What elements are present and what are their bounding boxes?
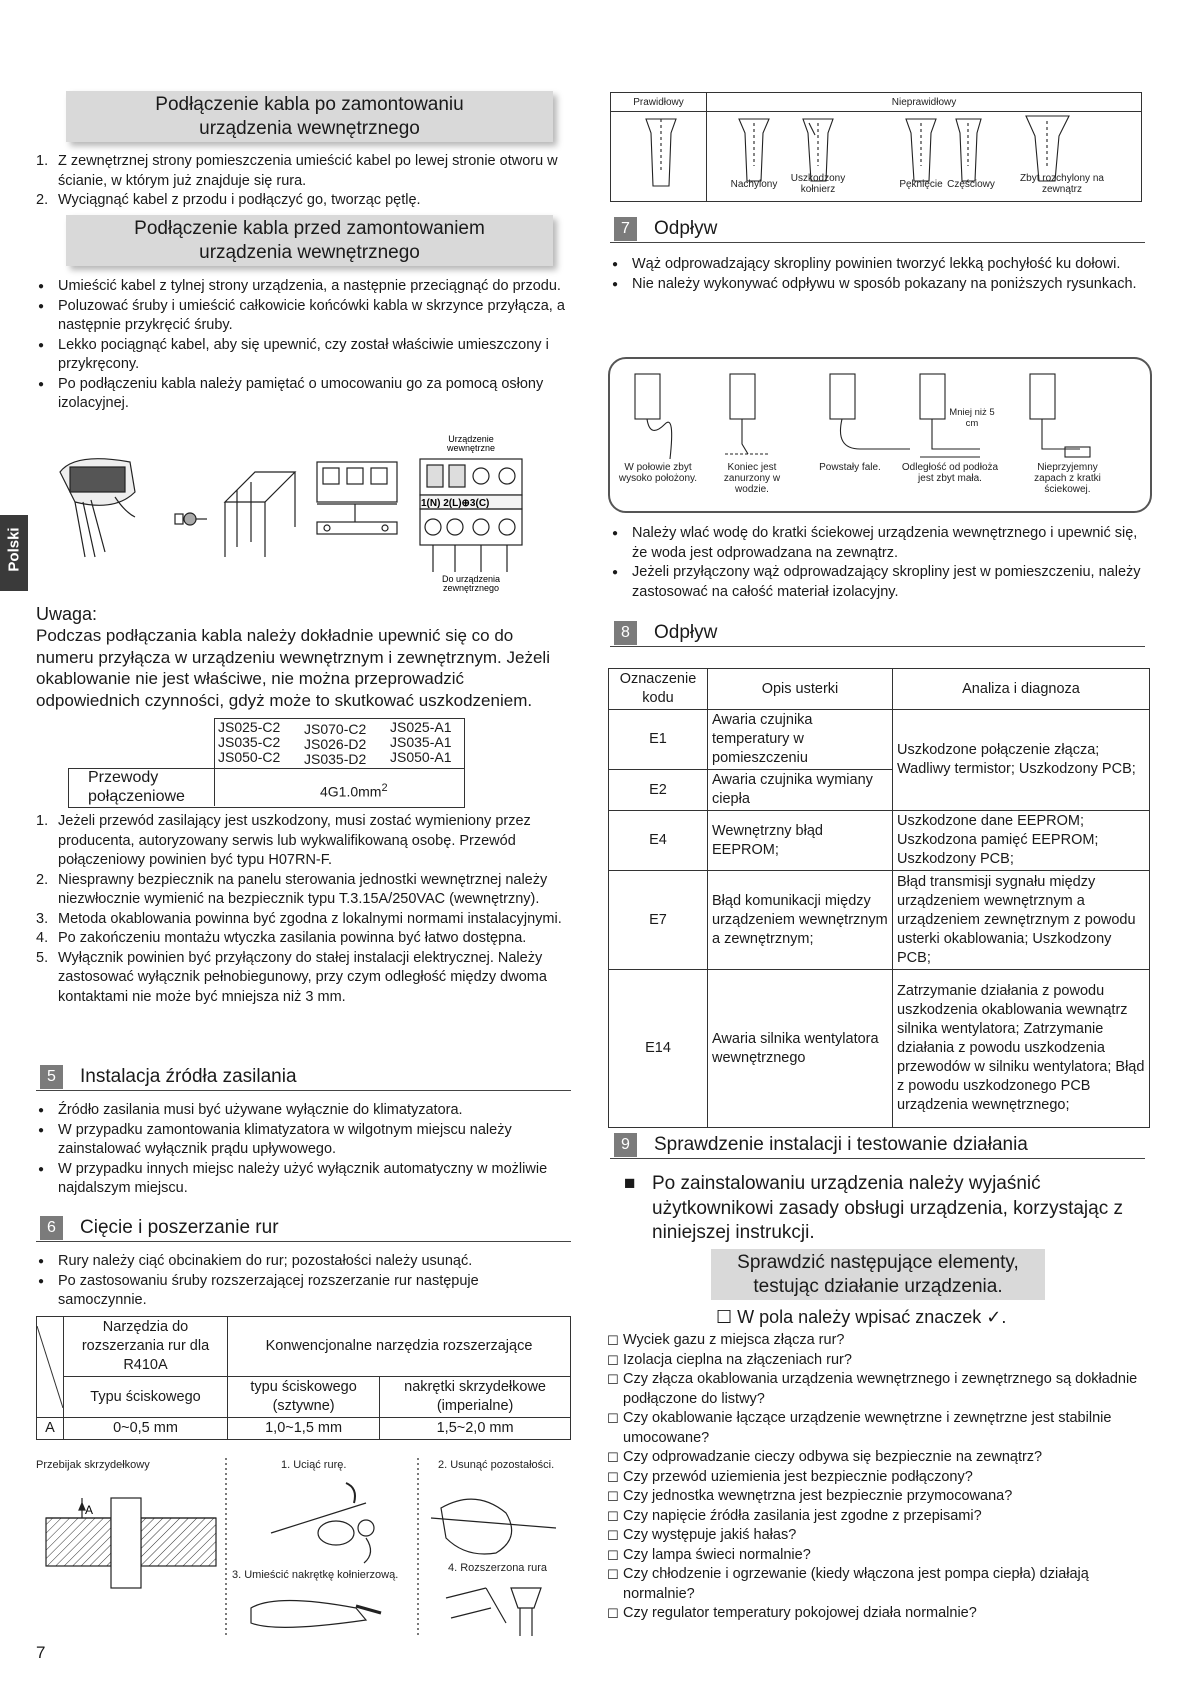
power-source-notes (36, 1101, 571, 1199)
list-item: ● Nie należy wykonywać odpływu w sposób pokazany na poniższych rysunkach. (610, 275, 1150, 295)
language-tab (0, 515, 28, 591)
flare-sub-rigid: typu ściskowego (sztywne) (228, 1377, 380, 1418)
note-text: Podczas podłączania kabla należy dokładnie upewnić się co do numeru przyłącza w urządzeniu wewnętrznym i zewnętrznym. Jeżeli okablowanie nie jest właściwe, nie można przeprowadzić odpowiednich czynności, gdyż może to skutkować uszkodzeniem. (36, 626, 550, 710)
terminal-labels: 1(N) 2(L)⊕3(C) (421, 498, 490, 509)
table-row: E7 Błąd komunikacji między urządzeniem wewnętrznym a zewnętrznym; Błąd transmisji sygnału między urządzeniem wewnętrznym a urządzeniem zewnętrznym z powodu usterki okablowania; Uszkodzony PCB; (609, 871, 1150, 970)
list-item: 1. Jeżeli przewód zasilający jest uszkodzony, musi zostać wymieniony przez producenta, autoryzowany serwis lub wykwalifikowaną osobę. Przewód połączeniowy powinien być typu H07RN-F. (36, 813, 531, 868)
wiring-illustration (55, 432, 575, 602)
flare-bad-1: Nachylony (730, 179, 778, 190)
list-item: 4. Po zakończeniu montażu wtyczka zasilania powinna być łatwo dostępna. (36, 930, 527, 946)
list-item: ● W przypadku zamontowania klimatyzatora w wilgotnym miejscu należy zainstalować wyłącznik prądu upływowego. (36, 1121, 571, 1160)
list-item: ● Umieścić kabel z tylnej strony urządzenia, a następnie przeciągnąć do przodu. (36, 277, 571, 297)
checklist-item[interactable]: ☐ Czy chłodzenie i ogrzewanie (kiedy włączona jest pompa ciepła) działają normalnie? (607, 1565, 1152, 1604)
drain-notes-a (610, 255, 1150, 294)
checklist-item[interactable]: ☐ Czy regulator temperatury pokojowej działa normalnie? (607, 1604, 1152, 1624)
caption-remove-burrs: 2. Usunąć pozostałości. (438, 1459, 555, 1471)
checklist-item[interactable]: ☐ Czy przewód uziemienia jest bezpiecznie podłączony? (607, 1468, 1152, 1488)
label-correct: Prawidłowy (633, 97, 684, 108)
flare-bad-5: Zbyt rozchylony na zewnątrz (1020, 173, 1104, 195)
drain-note: Mniej niż 5 cm (949, 407, 995, 429)
drain-figure (608, 357, 1152, 513)
cable-table (68, 718, 463, 806)
error-table (608, 668, 1150, 1128)
checklist-item[interactable]: ☐ Czy jednostka wewnętrzna jest bezpiecznie przymocowana? (607, 1487, 1152, 1507)
language-tab-label: Polski (5, 527, 23, 572)
section-5-header: 5 Instalacja źródła zasilania (36, 1062, 571, 1091)
list-item: ● Po zastosowaniu śruby rozszerzającej rozszerzanie rur następuje samoczynnie. (36, 1272, 571, 1311)
drain-case-4: Odległość od podłoża jest zbyt mała. (901, 462, 999, 484)
square-bullet-icon: ■ (624, 1173, 636, 1194)
checklist-item[interactable]: ☐ Czy złącza okablowania urządzenia wewnętrznego i zewnętrznego są dokładnie podłączone do listwy? (607, 1370, 1152, 1409)
flare-value-2: 1,0~1,5 mm (228, 1418, 380, 1440)
check-intro: ■ Po zainstalowaniu urządzenia należy wyjaśnić użytkownikowi zasady obsługi urządzenia, korzystając z niniejszej instrukcji. (624, 1173, 1123, 1243)
err-header-code: Oznaczenie kodu (609, 669, 708, 710)
flare-check-figure (610, 92, 1142, 202)
cable-notes (36, 812, 571, 1007)
table-row: E4 Wewnętrzny błąd EEPROM; Uszkodzone dane EEPROM; Uszkodzona pamięć EEPROM; Uszkodzony PCB; (609, 811, 1150, 871)
checklist-item[interactable]: ☐ Wyciek gazu z miejsca złącza rur? (607, 1331, 1152, 1351)
flare-sub-wing: nakrętki skrzydełkowe (imperialne) (380, 1377, 571, 1418)
table-row: E1 Awaria czujnika temperatury w pomieszczeniu Uszkodzone połączenie złącza; Wadliwy termistor; Uszkodzony PCB; (609, 710, 1150, 770)
wiring-label-top: Urządzenie (448, 434, 494, 444)
list-item: ● Jeżeli przyłączony wąż odprowadzający skropliny jest w pomieszczeniu, należy zastosować na całość materiał izolacyjny. (610, 563, 1150, 602)
model-col-1: JS025-C2 JS035-C2 JS050-C2 (218, 719, 281, 765)
err-header-diag: Analiza i diagnoza (893, 669, 1150, 710)
before-mount-steps (36, 277, 571, 414)
list-item: ● Należy wlać wodę do kratki ściekowej urządzenia wewnętrznego i upewnić się, że woda jest odprowadzana na zewnątrz. (610, 524, 1150, 563)
table-row: E14 Awaria silnika wentylatora wewnętrznego Zatrzymanie działania z powodu uszkodzenia okablowania wewnątrz silnika wentylatora; Zatrzymanie działania z powodu uszkodzenia przewodów w silniku wentylatora; Błąd z powodu uszkodzonego PCB urządzenia wewnętrznego; (609, 970, 1150, 1128)
list-item: 3. Metoda okablowania powinna być zgodna z lokalnymi normami instalacyjnymi. (36, 910, 562, 927)
list-item: 2. Wyciągnąć kabel z przodu i podłączyć go, tworząc pętlę. (36, 192, 421, 208)
section-8-header: 8 Odpływ (610, 618, 1145, 647)
table-row: E2 Awaria czujnika wymiany ciepła (609, 770, 1150, 811)
mark-note: ☐ W pola należy wpisać znaczek ✓. (716, 1307, 1007, 1327)
drain-case-2: Koniec jest zanurzony w wodzie. (723, 462, 781, 495)
list-item: ● Po podłączeniu kabla należy pamiętać o umocowaniu go za pomocą osłony izolacyjnej. (36, 375, 571, 414)
drain-case-1: W połowie zbyt wysoko położony. (618, 462, 698, 484)
caption-flare-nut: 3. Umieścić nakrętkę kołnierzową. (232, 1569, 399, 1581)
flare-header-conventional: Konwencjonalne narzędzia rozszerzające (228, 1317, 571, 1377)
flaring-figure (36, 1458, 576, 1643)
section-6-header: 6 Cięcie i poszerzanie rur (36, 1213, 571, 1242)
flare-value-1: 0~0,5 mm (64, 1418, 228, 1440)
flare-table (36, 1316, 571, 1440)
section-bar-check: Sprawdzić następujące elementy, testując działanie urządzenia. (711, 1249, 1045, 1300)
list-item: 2. Niesprawny bezpiecznik na panelu sterowania jednostki wewnętrznej należy niezwłocznie wymienić na bezpiecznik typu T.3.15A/250VAC (wewnętrzny). (36, 871, 548, 907)
drain-case-3: Powstały fale. (819, 462, 881, 473)
row-label: Przewody połączeniowe (88, 769, 185, 805)
err-header-desc: Opis usterki (708, 669, 893, 710)
checklist-item[interactable]: ☐ Izolacja cieplna na złączeniach rur? (607, 1351, 1152, 1371)
flare-sub-clutch: Typu ściskowego (64, 1377, 228, 1418)
label-incorrect: Nieprawidłowy (891, 97, 957, 108)
svg-text:zewnętrznego: zewnętrznego (442, 583, 500, 593)
checklist-item[interactable]: ☐ Czy występuje jakiś hałas? (607, 1526, 1152, 1546)
flare-bad-2: Uszkodzony kołnierz (790, 173, 846, 195)
page-number: 7 (36, 1643, 46, 1662)
svg-text:wewnętrzne: wewnętrzne (446, 443, 496, 453)
flare-bad-4: Częściowy (947, 179, 995, 190)
pipe-cutting-notes (36, 1252, 571, 1311)
caption-cut-pipe: 1. Uciąć rurę. (281, 1459, 347, 1471)
drain-case-5: Nieprzyjemny zapach z kratki ściekowej. (1034, 462, 1101, 495)
flare-value-3: 1,5~2,0 mm (380, 1418, 571, 1440)
list-item: ● Lekko pociągnąć kabel, aby się upewnić, czy został właściwie umieszczony i przykręcony. (36, 336, 571, 375)
flare-row-label: A (37, 1418, 64, 1440)
checklist (607, 1331, 1152, 1624)
section-bar-after-mount: Podłączenie kabla po zamontowaniu urządzenia wewnętrznego (66, 91, 553, 142)
checklist-item[interactable]: ☐ Czy okablowanie łączące urządzenie wewnętrzne i zewnętrzne jest stabilnie umocowane? (607, 1409, 1152, 1448)
after-mount-steps (36, 152, 571, 211)
model-col-2: JS070-C2 JS026-D2 JS035-D2 (304, 721, 367, 767)
checklist-item[interactable]: ☐ Czy odprowadzanie cieczy odbywa się bezpiecznie na zewnątrz? (607, 1448, 1152, 1468)
list-item: ● W przypadku innych miejsc należy użyć wyłącznik automatyczny w możliwie najdalszym miejscu. (36, 1160, 571, 1199)
list-item: ● Źródło zasilania musi być używane wyłącznie do klimatyzatora. (36, 1101, 571, 1121)
caption-flaring-punch: Przebijak skrzydełkowy (36, 1459, 150, 1471)
list-item: 5. Wyłącznik powinien być przyłączony do stałej instalacji elektrycznej. Należy zastosować wyłącznik pełnobiegunowy, przy czym odległość między dwoma kontaktami nie może być mniejsza niż 3 mm. (36, 949, 547, 1005)
checklist-item[interactable]: ☐ Czy lampa świeci normalnie? (607, 1546, 1152, 1566)
drain-notes-b (610, 524, 1150, 602)
flare-header-r410a: Narzędzia do rozszerzania rur dla R410A (64, 1317, 228, 1377)
wiring-label-bottom: Do urządzenia (441, 574, 501, 584)
model-col-3: JS025-A1 JS035-A1 JS050-A1 (390, 719, 452, 765)
list-item: ● Wąż odprowadzający skropliny powinien tworzyć lekką pochyłość ku dołowi. (610, 255, 1150, 275)
cable-value: $4G1.0mm^2$ (320, 782, 388, 800)
dimension-a: A (85, 1503, 94, 1517)
section-bar-before-mount: Podłączenie kabla przed zamontowaniem urządzenia wewnętrznego (66, 215, 553, 266)
list-item: ● Rury należy ciąć obcinakiem do rur; pozostałości należy usunąć. (36, 1252, 571, 1272)
list-item: 1. Z zewnętrznej strony pomieszczenia umieścić kabel po lewej stronie otworu w ścianie, w którym już znajduje się rura. (36, 153, 558, 189)
section-9-header: 9 Sprawdzenie instalacji i testowanie działania (610, 1130, 1145, 1159)
checklist-item[interactable]: ☐ Czy napięcie źródła zasilania jest zgodne z przepisami? (607, 1507, 1152, 1527)
section-7-header: 7 Odpływ (610, 214, 1145, 243)
list-item: ● Poluzować śruby i umieścić całkowicie końcówki kabla w skrzynce przyłącza, a następnie przykręcić śruby. (36, 297, 571, 336)
caption-flared-pipe: 4. Rozszerzona rura (448, 1562, 548, 1574)
flare-bad-3: Pęknięcie (899, 179, 943, 190)
note-title: Uwaga: (36, 604, 98, 624)
